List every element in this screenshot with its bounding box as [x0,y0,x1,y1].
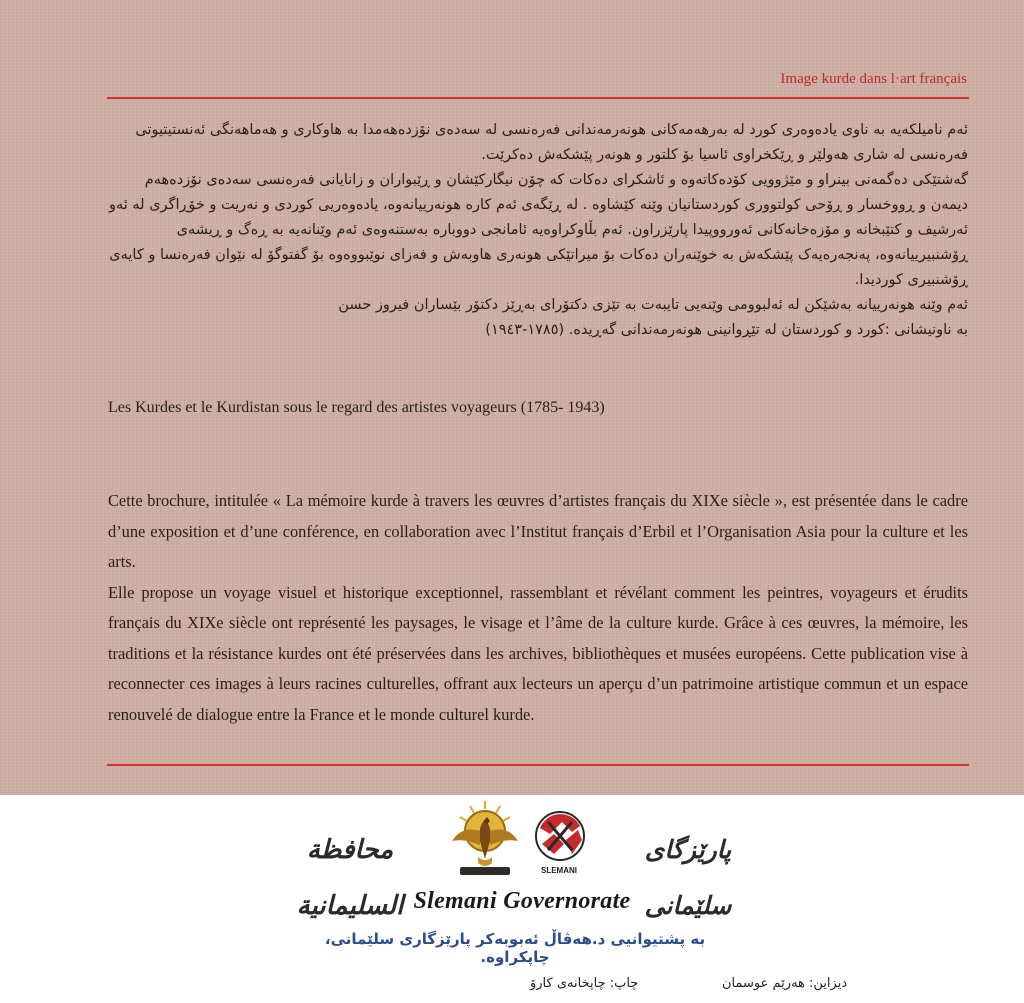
top-red-divider [107,97,969,99]
french-paragraph-1: Cette brochure, intitulée « La mémoire kurde à travers les œuvres d’artistes français du XIXe siècle », est présentée dans le cadre d’une exposition et d’une conférence, en collaboration avec l’Institut français d’Erbil et l’Organisation Asia pour la culture et les arts. [108,491,968,571]
kurdish-paragraph-4: بە ناونیشانی :کورد و کوردستان لە تێڕوانینی هونەرمەندانی گەڕیدە. (١٧٨٥-١٩٤٣) [485,322,968,338]
design-credit: دیزاین: هەرێم عوسمان [722,976,848,991]
kurdistan-eagle-emblem-icon [440,797,530,889]
french-title: Les Kurdes et le Kurdistan sous le regard des artistes voyageurs (1785- 1943) [108,399,605,416]
french-paragraph-2: Elle propose un voyage visuel et historique exceptionnel, rassemblant et révélant comment les peintres, voyageurs et érudits français du XIXe siècle ont représenté les paysages, le visage et l’âme de la culture kurde. Grâce à ces œuvres, la mémoire, les traditions et la résistance kurdes ont été préservées dans les archives, bibliothèques et musées européens. Cette publication vise à reconnecter ces images à leurs racines culturelles, offrant aux lecteurs un aperçu d’un patrimoine artistique commun et un espace renouvelé de dialogue entre la France et le monde culturel kurde. [108,582,968,724]
governorate-english-signature: Slemani Governorate [413,888,631,914]
print-credit: چاپ: چاپخانەی کارۆ [530,976,639,991]
support-statement: بە پشتیوانیی د.هەڤاڵ ئەبوبەکر پارێزگاری سلێمانی، چاپکراوە. [324,930,706,966]
french-text-block [108,486,968,730]
kurdish-paragraph-2: گەشتێکی دەگمەنی بینراو و مێژوویی کۆدەکاتەوە و ئاشکرای دەکات کە چۆن نیگارکێشان و ڕێبواران و زانایانی فەرەنسی سەدەی نۆزدەهەم دیمەن و ڕووخسار و ڕۆحی کولتووری کوردستانیان وێنە کێشاوە . لە ڕێگەی ئەم کارە هونەرییانەوە، یادەوەریی کوردی و نەریت و خۆڕاگری لە ئەو ئەرشیف و کتێبخانە و مۆزەخانەکانی ئەورووپیدا پارێزراون. ئەم بڵاوکراوەیە ئامانجی دووبارە بەستنەوەی ئەم وێنانەیە بە ڕەگ و ڕیشەی ڕۆشنبیرییانەوە، پەنجەرەیەک پێشکەش بە خوێنەران دەکات بۆ میراتێکی هونەری هاوبەش و فەزای نوێبووەوە بۆ گفتوگۆ لە نێوان فەرەنسا و کایەی ڕۆشنبیری کوردیدا. [108,172,968,288]
page-header-title: Image kurde dans l·art français [780,71,967,87]
slemani-wordmark: SLEMANI [541,866,577,875]
governorate-arabic-calligraphy: محافظة السليمانية [296,835,404,921]
kurdish-paragraph-3: ئەم وێنە هونەرییانە بەشێکن لە ئەلبوومی وێنەیی تایبەت بە تێزی دکتۆرای بەڕێز دکتۆر بێساران فیروز حسن [338,297,968,313]
governorate-kurdish-calligraphy: پارێزگای سلێمانی [644,835,732,920]
kurdish-paragraph-1: ئەم نامیلکەیە بە ناوی یادەوەری کورد لە بەرهەمەکانی هونەرمەندانی فەرەنسی لە سەدەی نۆزدەهەمدا بە هاوکاری و هەماهەنگی ئەنستیتیوتی فەرەنسی لە شاری هەولێر و ڕێکخراوی ئاسیا بۆ کلتور و هونەر پێشکەش دەکرێت. [135,122,968,163]
kurdish-text-block [108,118,968,343]
bottom-red-divider [107,764,969,766]
slemani-logo-icon [532,800,604,890]
